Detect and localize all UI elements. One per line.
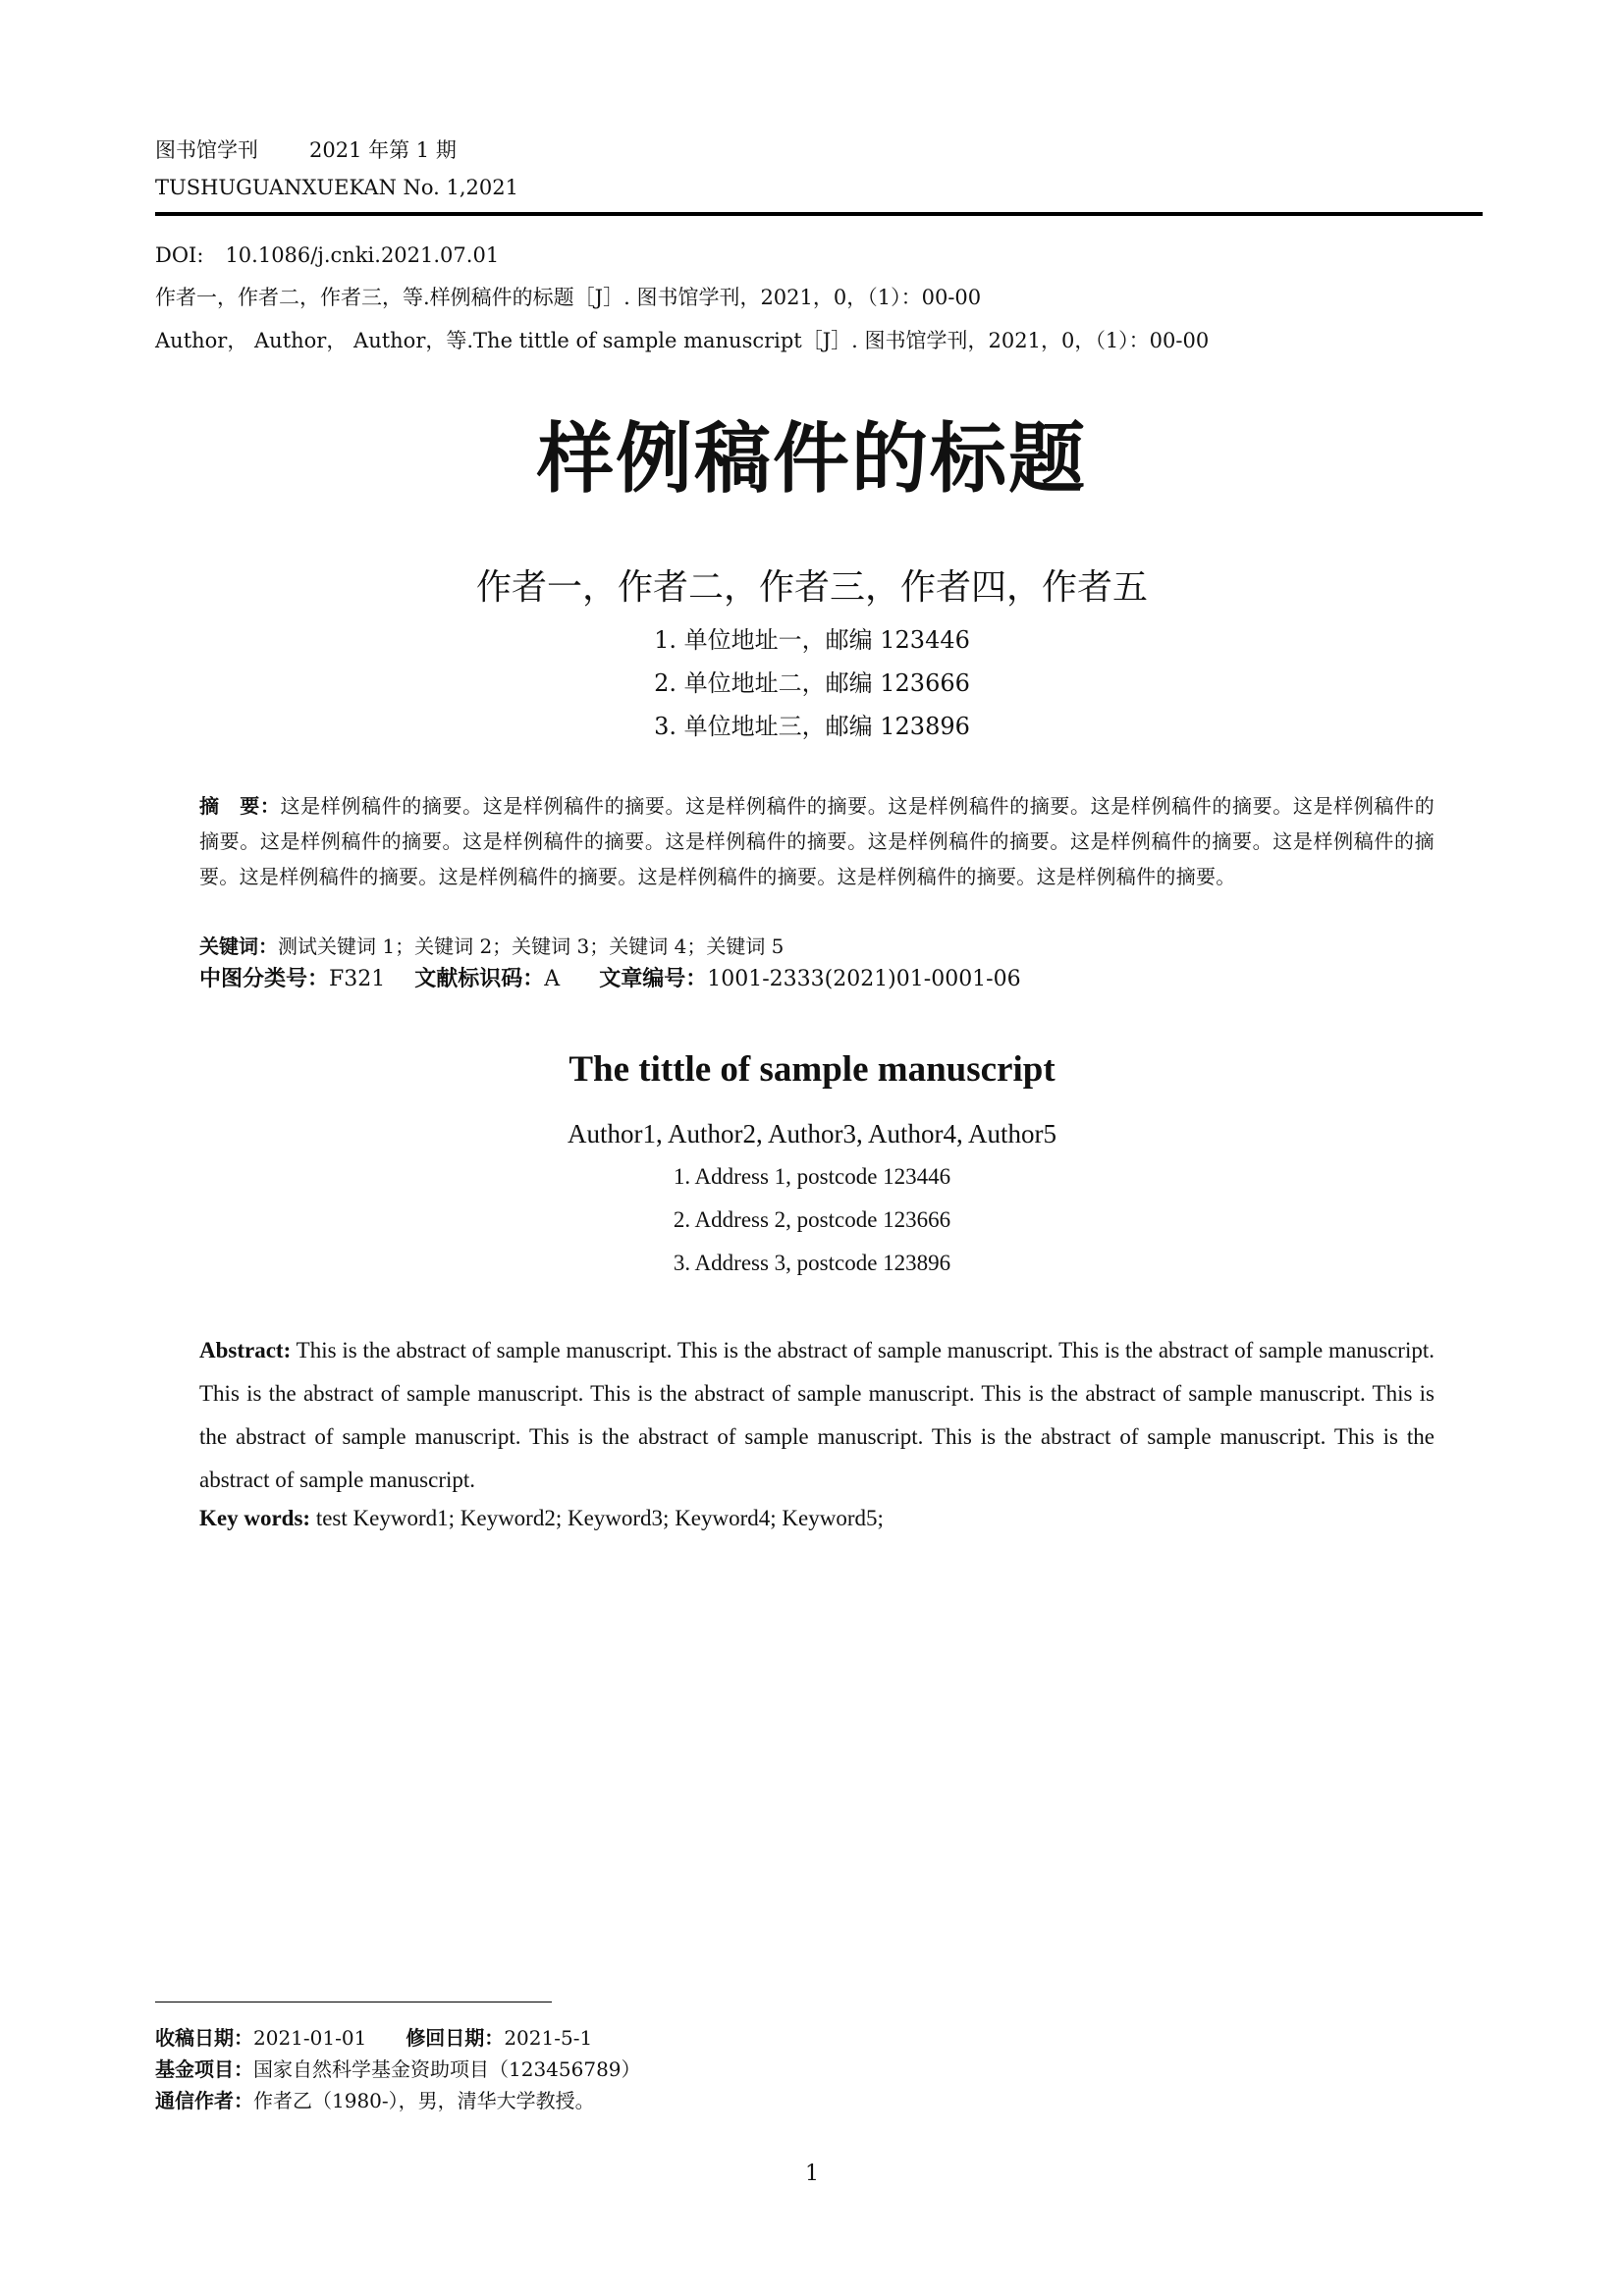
keywords-en-label: Key words: <box>199 1506 311 1530</box>
classification-row <box>199 965 1435 994</box>
journal-name-cn: 图书馆学刊 <box>155 138 258 162</box>
clc-label: 中图分类号： <box>199 967 330 991</box>
corresponding-value: 作者乙（1980-），男，清华大学教授。 <box>253 2089 595 2112</box>
doi-line <box>155 242 499 268</box>
header-rule <box>155 212 1483 216</box>
doc-code-label: 文献标识码： <box>414 967 545 991</box>
issue-cn: 2021 年第 1 期 <box>309 138 457 162</box>
abstract-en-text: This is the abstract of sample manuscript. This is the abstract of sample manuscript. This is the abstract of sample manuscript. This is the abstract of sample manuscript. This is the abstract of sample manuscript. This is the abstract of sample manuscript. This is the abstract of sample manuscript. This is the abstract of sample manuscript. This is the abstract of sample manuscript. This is the abstract of sample manuscript. <box>199 1338 1435 1492</box>
fund-value: 国家自然科学基金资助项目（123456789） <box>253 2057 641 2081</box>
footnote-fund <box>155 2056 641 2083</box>
abstract-cn <box>199 788 1435 894</box>
running-header-cn <box>155 137 457 163</box>
running-header-en: TUSHUGUANXUEKAN No. 1,2021 <box>155 176 518 199</box>
abstract-cn-text: 这是样例稿件的摘要。这是样例稿件的摘要。这是样例稿件的摘要。这是样例稿件的摘要。这是样例稿件的摘要。这是样例稿件的摘要。这是样例稿件的摘要。这是样例稿件的摘要。这是样例稿件的摘要。这是样例稿件的摘要。这是样例稿件的摘要。这是样例稿件的摘要。这是样例稿件的摘要。这是样例稿件的摘要。这是样例稿件的摘要。这是样例稿件的摘要。这是样例稿件的摘要。 <box>199 794 1435 888</box>
authors-en: Author1, Author2, Author3, Author4, Author5 <box>568 1119 1056 1148</box>
keywords-cn-text: 测试关键词 1；关键词 2；关键词 3；关键词 4；关键词 5 <box>278 934 785 958</box>
footnote-corresponding <box>155 2087 595 2114</box>
affiliation-cn-2: 2. 单位地址二，邮编 123666 <box>654 669 970 697</box>
keywords-en-text: test Keyword1; Keyword2; Keyword3; Keyword4; Keyword5; <box>315 1506 884 1530</box>
affiliation-en-2: 2. Address 2, postcode 123666 <box>673 1207 951 1232</box>
affiliation-en-3: 3. Address 3, postcode 123896 <box>673 1251 951 1275</box>
authors-cn: 作者一，作者二，作者三，作者四，作者五 <box>475 567 1148 608</box>
citation-en: Author， Author， Author，等.The tittle of sample manuscript［J］. 图书馆学刊，2021，0，（1）：00-00 <box>155 329 1210 352</box>
abstract-en <box>199 1329 1435 1502</box>
received-label: 收稿日期： <box>155 2026 253 2050</box>
keywords-cn-label: 关键词： <box>199 934 278 958</box>
doi-value: 10.1086/j.cnki.2021.07.01 <box>225 243 500 267</box>
article-no-value: 1001-2333(2021)01-0001-06 <box>707 967 1021 991</box>
paper-title-cn: 样例稿件的标题 <box>536 415 1087 504</box>
page-number: 1 <box>805 2162 819 2186</box>
paper-title-en: The tittle of sample manuscript <box>568 1049 1056 1090</box>
received-value: 2021-01-01 <box>253 2026 367 2050</box>
footnote-dates <box>155 2024 592 2052</box>
affiliation-cn-3: 3. 单位地址三，邮编 123896 <box>654 713 970 740</box>
affiliation-en-1: 1. Address 1, postcode 123446 <box>673 1164 951 1189</box>
revised-value: 2021-5-1 <box>504 2026 593 2050</box>
clc-value: F321 <box>329 967 386 991</box>
citation-cn: 作者一，作者二，作者三，等.样例稿件的标题［J］. 图书馆学刊，2021，0，（1）：00-00 <box>155 286 982 309</box>
abstract-en-label: Abstract: <box>199 1338 292 1362</box>
revised-label: 修回日期： <box>406 2026 505 2050</box>
doc-code-value: A <box>544 967 561 991</box>
article-no-label: 文章编号： <box>599 967 708 991</box>
abstract-cn-label: 摘 要： <box>199 794 281 818</box>
fund-label: 基金项目： <box>155 2057 253 2081</box>
affiliation-cn-1: 1. 单位地址一，邮编 123446 <box>654 626 970 654</box>
doi-label: DOI: <box>155 243 204 267</box>
keywords-en <box>199 1502 1435 1535</box>
corresponding-label: 通信作者： <box>155 2089 253 2112</box>
keywords-cn <box>199 932 1435 961</box>
